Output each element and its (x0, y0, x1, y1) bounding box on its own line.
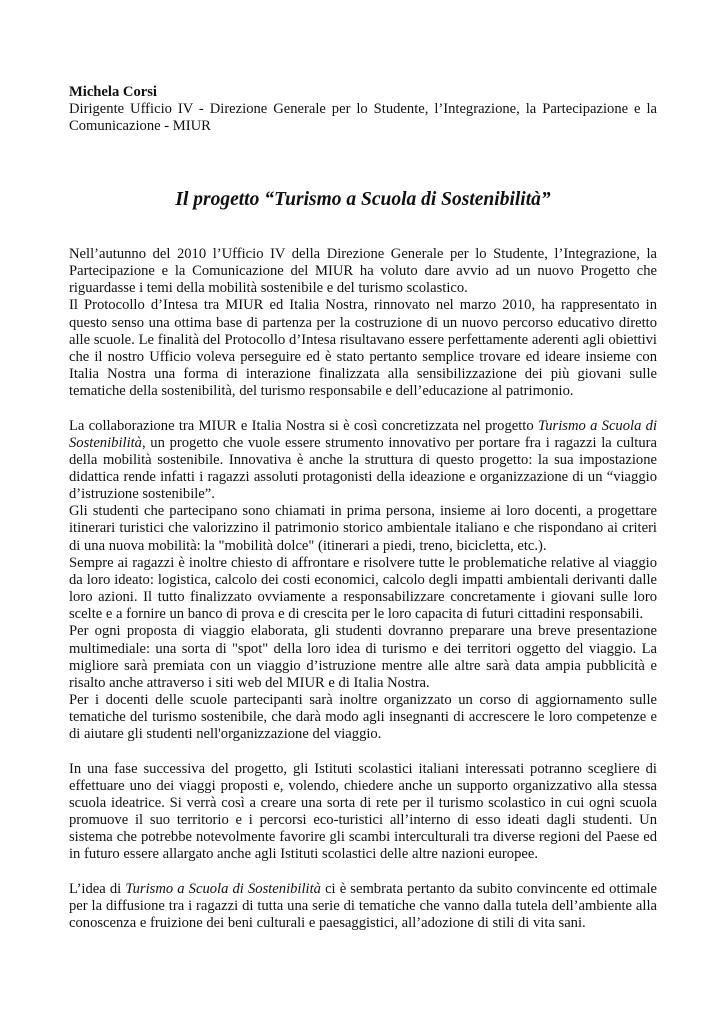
paragraph-gap (69, 864, 657, 881)
paragraph-presentation: Per ogni proposta di viaggio elaborata, gli studenti dovranno preparare una breve presentazione multimediale: una sorta di "spot" della loro idea di turismo e dei territori oggetto del viaggio. La migliore sarà premiata con un viaggio d’istruzione mentre alle altre sarà data ampia pubblicità e risalto anche attraverso i siti web del MIUR e di Italia Nostra. (69, 623, 657, 691)
paragraph-collaboration-start: La collaborazione tra MIUR e Italia Nostra si è così concretizzata nel progetto (69, 417, 538, 434)
paragraph-gap (69, 744, 657, 761)
project-name-emphasis: Turismo a Scuola di Sostenibilità (125, 880, 321, 897)
project-name-emphasis: Turismo a Scuola di Sostenibilità (69, 417, 658, 451)
paragraph-next-phase: In una fase successiva del progetto, gli Istituti scolastici italiani interessati potranno scegliere di effettuare uno dei viaggi proposti e, volendo, chiedere anche un supporto organizzativo alla stessa scuola ideatrice. Si verrà così a creare una sorta di rete per il turismo scolastico in cui ogni scuola promuove il suo territorio e i percorsi eco-turistici all’interno di esso ideati dagli studenti. Un sistema che potrebbe notevolmente favorire gli scambi interculturali tra diverse regioni del Paese ed in futuro essere allargato anche agli Istituti scolastici delle altre nazioni europee. (69, 760, 657, 863)
paragraph-gap (69, 400, 657, 417)
article-text (69, 246, 657, 932)
paragraph-intro: Nell’autunno del 2010 l’Ufficio IV della Direzione Generale per lo Studente, l’Integrazione, la Partecipazione e la Comunicazione del MIUR ha voluto dare avvio ad un nuovo Progetto che riguardasse i temi della mobilità sostenibile e del turismo scolastico. (69, 246, 657, 297)
document-title: Il progetto “Turismo a Scuola di Sostenibilità” (175, 189, 551, 210)
document-body (69, 84, 658, 932)
paragraph-collaboration-end: , un progetto che vuole essere strumento innovativo per portare fra i ragazzi la cultura della mobilità sostenibile. Innovativa è anche la struttura di questo progetto: la sua impostazione didattica rende infatti i ragazzi assoluti protagonisti della ideazione e organizzazione di un “viaggio d’istruzione sostenibile”. (69, 434, 657, 503)
paragraph-teachers: Per i docenti delle scuole partecipanti sarà inoltre organizzato un corso di aggiornamento sulle tematiche del turismo sostenibile, che darà modo agli insegnanti di accrescere le loro competenze e di aiutare gli studenti nell'organizzazione del viaggio. (69, 692, 657, 743)
paragraph-collaboration (69, 418, 657, 504)
paragraph-protocol: Il Protocollo d’Intesa tra MIUR ed Italia Nostra, rinnovato nel marzo 2010, ha rappresentato in questo senso una ottima base di partenza per la costruzione di un nuovo percorso educativo diretto alle scuole. Le finalità del Protocollo d’Intesa risultavano essere perfettamente aderenti agli obiettivi che il nostro Ufficio voleva perseguire ed è stato pertanto semplice trovare ed ideare insieme con Italia Nostra una forma di interazione finalizzata alla sensibilizzazione dei più giovani sulle tematiche della sostenibilità, del turismo responsabile e dell’educazione al patrimonio. (69, 297, 657, 400)
author-role: Dirigente Ufficio IV - Direzione Generale per lo Studente, l’Integrazione, la Partecipazione e la Comunicazione - MIUR (69, 101, 657, 134)
paragraph-conclusion-end: ci è sembrata pertanto da subito convincente ed ottimale per la diffusione tra i ragazzi di tutta una serie di tematiche che vanno dalla tutela dell’ambiente alla conoscenza e fruizione dei beni culturali e paesaggistici, all’adozione di stili di vita sani. (69, 880, 657, 932)
paragraph-conclusion (69, 881, 657, 932)
paragraph-conclusion-start: L’idea di (69, 880, 126, 897)
paragraph-problems: Sempre ai ragazzi è inoltre chiesto di affrontare e risolvere tutte le problematiche relative al viaggio da loro ideato: logistica, calcolo dei costi economici, calcolo degli impatti ambientali derivanti dalle loro azioni. Il tutto finalizzato ovviamente a responsabilizzare concretamente i giovani sulle loro scelte e a fornire un banco di prova e di crescita per le loro capacita di futuri cittadini responsabili. (69, 554, 657, 623)
paragraph-students: Gli studenti che partecipano sono chiamati in prima persona, insieme ai loro docenti, a progettare itinerari turistici che valorizzino il patrimonio storico ambientale italiano e che rispondano ai criteri di una nuova mobilità: la "mobilità dolce" (itinerari a piedi, treno, bicicletta, etc.). (69, 503, 657, 554)
author-name: Michela Corsi (69, 84, 157, 100)
